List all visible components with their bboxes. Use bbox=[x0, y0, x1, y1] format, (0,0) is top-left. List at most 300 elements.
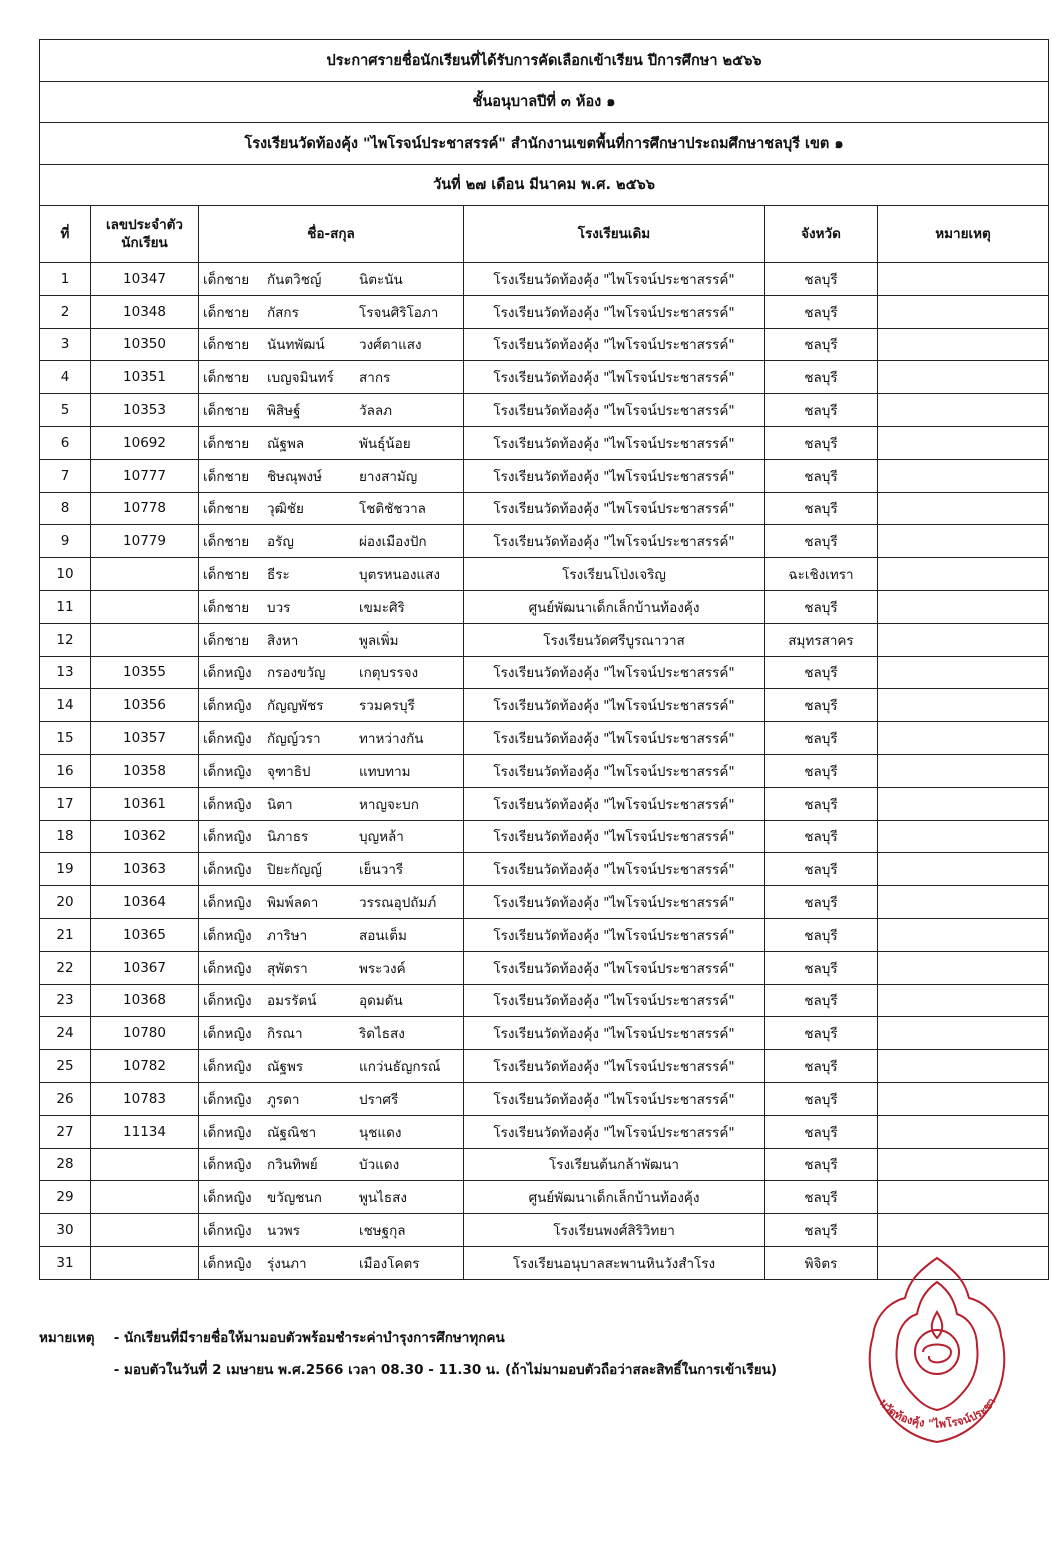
col-header-student-id-line1: เลขประจำตัว bbox=[105, 216, 184, 233]
province: ชลบุรี bbox=[765, 263, 878, 296]
table-row bbox=[40, 459, 1049, 492]
province: ชลบุรี bbox=[765, 951, 878, 984]
student-id: 10353 bbox=[91, 394, 199, 427]
student-id: 10357 bbox=[91, 722, 199, 755]
last-name: สอนเต็ม bbox=[359, 927, 407, 944]
previous-school: โรงเรียนวัดท้องคุ้ง "ไพโรจน์ประชาสรรค์" bbox=[464, 263, 765, 296]
student-name bbox=[199, 492, 464, 525]
first-name: สุพัตรา bbox=[267, 960, 308, 977]
table-row bbox=[40, 558, 1049, 591]
name-prefix: เด็กหญิง bbox=[203, 1124, 252, 1141]
remark bbox=[878, 951, 1049, 984]
last-name: ยางสามัญ bbox=[359, 468, 418, 485]
name-prefix: เด็กหญิง bbox=[203, 1223, 252, 1239]
student-name bbox=[199, 1050, 464, 1083]
row-number: 28 bbox=[40, 1148, 91, 1181]
last-name: สากร bbox=[359, 370, 391, 387]
province: ชลบุรี bbox=[765, 361, 878, 394]
first-name: นวพร bbox=[267, 1223, 300, 1239]
first-name: บวร bbox=[267, 599, 291, 616]
row-number: 20 bbox=[40, 886, 91, 919]
student-id: 10350 bbox=[91, 328, 199, 361]
previous-school: โรงเรียนวัดท้องคุ้ง "ไพโรจน์ประชาสรรค์" bbox=[464, 689, 765, 722]
last-name: พระวงค์ bbox=[359, 960, 406, 977]
note-text-1: - นักเรียนที่มีรายชื่อให้มามอบตัวพร้อมชำระค่าบำรุงการศึกษาทุกคน bbox=[113, 1330, 505, 1346]
province: ชลบุรี bbox=[765, 754, 878, 787]
row-number: 18 bbox=[40, 820, 91, 853]
name-prefix: เด็กหญิง bbox=[203, 993, 252, 1010]
student-name bbox=[199, 1148, 464, 1181]
table-row bbox=[40, 295, 1049, 328]
name-prefix: เด็กหญิง bbox=[203, 698, 252, 715]
name-prefix: เด็กชาย bbox=[203, 403, 250, 420]
seal-icon bbox=[857, 1252, 1017, 1448]
student-name bbox=[199, 787, 464, 820]
remark bbox=[878, 459, 1049, 492]
last-name: เมืองโคตร bbox=[359, 1255, 420, 1272]
announcement-title: ประกาศรายชื่อนักเรียนที่ได้รับการคัดเลือกเข้าเรียน ปีการศึกษา ๒๕๖๖ bbox=[40, 40, 1049, 82]
name-prefix: เด็กหญิง bbox=[203, 1059, 252, 1076]
province: สมุทรสาคร bbox=[765, 623, 878, 656]
province: ชลบุรี bbox=[765, 394, 878, 427]
student-name bbox=[199, 426, 464, 459]
student-name bbox=[199, 853, 464, 886]
last-name: อุดมดัน bbox=[359, 993, 403, 1010]
first-name: ภูรดา bbox=[267, 1091, 300, 1108]
previous-school: โรงเรียนวัดท้องคุ้ง "ไพโรจน์ประชาสรรค์" bbox=[464, 328, 765, 361]
province: ชลบุรี bbox=[765, 295, 878, 328]
name-prefix: เด็กหญิง bbox=[203, 927, 252, 944]
first-name: นิภาธร bbox=[267, 829, 309, 846]
first-name: กัญญ์วรา bbox=[267, 731, 321, 748]
first-name: กิรณา bbox=[267, 1026, 303, 1043]
remark bbox=[878, 1214, 1049, 1247]
province: ชลบุรี bbox=[765, 722, 878, 755]
row-number: 12 bbox=[40, 623, 91, 656]
student-name bbox=[199, 623, 464, 656]
student-name bbox=[199, 1017, 464, 1050]
previous-school: โรงเรียนวัดท้องคุ้ง "ไพโรจน์ประชาสรรค์" bbox=[464, 918, 765, 951]
previous-school: โรงเรียนวัดท้องคุ้ง "ไพโรจน์ประชาสรรค์" bbox=[464, 394, 765, 427]
row-number: 2 bbox=[40, 295, 91, 328]
row-number: 19 bbox=[40, 853, 91, 886]
student-name bbox=[199, 1082, 464, 1115]
name-prefix: เด็กชาย bbox=[203, 501, 250, 518]
previous-school: โรงเรียนวัดท้องคุ้ง "ไพโรจน์ประชาสรรค์" bbox=[464, 459, 765, 492]
first-name: พิมพ์ลดา bbox=[267, 895, 319, 912]
student-id: 10355 bbox=[91, 656, 199, 689]
name-prefix: เด็กหญิง bbox=[203, 796, 252, 813]
remark bbox=[878, 590, 1049, 623]
previous-school: โรงเรียนวัดท้องคุ้ง "ไพโรจน์ประชาสรรค์" bbox=[464, 820, 765, 853]
table-row bbox=[40, 623, 1049, 656]
school-district-line: โรงเรียนวัดท้องคุ้ง "ไพโรจน์ประชาสรรค์" สำนักงานเขตพื้นที่การศึกษาประถมศึกษาชลบุรี เขต ๑ bbox=[40, 123, 1049, 165]
province: ชลบุรี bbox=[765, 590, 878, 623]
remark bbox=[878, 689, 1049, 722]
first-name: จุฑาธิป bbox=[267, 763, 311, 780]
name-prefix: เด็กหญิง bbox=[203, 895, 252, 912]
table-row bbox=[40, 328, 1049, 361]
name-prefix: เด็กหญิง bbox=[203, 862, 252, 879]
first-name: ชิษณุพงษ์ bbox=[267, 468, 322, 485]
last-name: ผ่องเมืองปัก bbox=[359, 534, 427, 551]
first-name: ขวัญชนก bbox=[267, 1190, 322, 1207]
row-number: 15 bbox=[40, 722, 91, 755]
table-row bbox=[40, 1115, 1049, 1148]
name-prefix: เด็กชาย bbox=[203, 304, 250, 321]
first-name: รุ่งนภา bbox=[267, 1255, 307, 1272]
student-id bbox=[91, 590, 199, 623]
student-name bbox=[199, 722, 464, 755]
student-name bbox=[199, 328, 464, 361]
name-prefix: เด็กชาย bbox=[203, 337, 250, 354]
table-row bbox=[40, 426, 1049, 459]
remark bbox=[878, 361, 1049, 394]
row-number: 6 bbox=[40, 426, 91, 459]
remark bbox=[878, 853, 1049, 886]
name-prefix: เด็กหญิง bbox=[203, 829, 252, 846]
previous-school: โรงเรียนต้นกล้าพัฒนา bbox=[464, 1148, 765, 1181]
student-id: 10358 bbox=[91, 754, 199, 787]
province: ชลบุรี bbox=[765, 1115, 878, 1148]
table-header-row bbox=[40, 206, 1049, 263]
student-id bbox=[91, 623, 199, 656]
first-name: นันทพัฒน์ bbox=[267, 337, 325, 354]
table-row bbox=[40, 886, 1049, 919]
remark bbox=[878, 263, 1049, 296]
first-name: ปิยะกัญญ์ bbox=[267, 862, 322, 879]
col-header-name: ชื่อ-สกุล bbox=[199, 206, 464, 263]
student-id bbox=[91, 1214, 199, 1247]
row-number: 4 bbox=[40, 361, 91, 394]
province: ชลบุรี bbox=[765, 853, 878, 886]
first-name: อรัญ bbox=[267, 534, 294, 551]
row-number: 24 bbox=[40, 1017, 91, 1050]
name-prefix: เด็กหญิง bbox=[203, 665, 252, 682]
row-number: 31 bbox=[40, 1246, 91, 1279]
student-id: 10778 bbox=[91, 492, 199, 525]
table-row bbox=[40, 951, 1049, 984]
remark bbox=[878, 754, 1049, 787]
row-number: 26 bbox=[40, 1082, 91, 1115]
first-name: ณัฐณิชา bbox=[267, 1124, 317, 1141]
name-prefix: เด็กชาย bbox=[203, 435, 250, 452]
row-number: 1 bbox=[40, 263, 91, 296]
student-id: 10347 bbox=[91, 263, 199, 296]
student-name bbox=[199, 656, 464, 689]
first-name: วุฒิชัย bbox=[267, 501, 304, 518]
row-number: 30 bbox=[40, 1214, 91, 1247]
student-name bbox=[199, 459, 464, 492]
province: ชลบุรี bbox=[765, 492, 878, 525]
previous-school: โรงเรียนวัดท้องคุ้ง "ไพโรจน์ประชาสรรค์" bbox=[464, 951, 765, 984]
name-prefix: เด็กชาย bbox=[203, 599, 250, 616]
name-prefix: เด็กหญิง bbox=[203, 731, 252, 748]
first-name: ธีระ bbox=[267, 567, 290, 584]
previous-school: โรงเรียนวัดท้องคุ้ง "ไพโรจน์ประชาสรรค์" bbox=[464, 426, 765, 459]
student-name bbox=[199, 689, 464, 722]
table-row bbox=[40, 525, 1049, 558]
first-name: สิงหา bbox=[267, 632, 299, 649]
student-name bbox=[199, 263, 464, 296]
student-name bbox=[199, 754, 464, 787]
province: ฉะเชิงเทรา bbox=[765, 558, 878, 591]
last-name: บุญหล้า bbox=[359, 829, 404, 846]
province: ชลบุรี bbox=[765, 886, 878, 919]
previous-school: โรงเรียนวัดท้องคุ้ง "ไพโรจน์ประชาสรรค์" bbox=[464, 295, 765, 328]
previous-school: โรงเรียนวัดท้องคุ้ง "ไพโรจน์ประชาสรรค์" bbox=[464, 984, 765, 1017]
previous-school: โรงเรียนวัดท้องคุ้ง "ไพโรจน์ประชาสรรค์" bbox=[464, 886, 765, 919]
last-name: นุชแดง bbox=[359, 1124, 402, 1141]
first-name: อมรรัตน์ bbox=[267, 993, 317, 1010]
student-name bbox=[199, 295, 464, 328]
note-text-2: - มอบตัวในวันที่ 2 เมษายน พ.ศ.2566 เวลา 08.30 - 11.30 น. (ถ้าไม่มามอบตัวถือว่าสละสิทธิ์ในการเข้าเรียน) bbox=[113, 1362, 778, 1378]
row-number: 3 bbox=[40, 328, 91, 361]
student-roster-table bbox=[39, 39, 1049, 1280]
student-id bbox=[91, 558, 199, 591]
row-number: 17 bbox=[40, 787, 91, 820]
last-name: รวมครบุรี bbox=[359, 698, 415, 715]
previous-school: โรงเรียนวัดท้องคุ้ง "ไพโรจน์ประชาสรรค์" bbox=[464, 853, 765, 886]
last-name: วรรณอุปถัมภ์ bbox=[359, 895, 437, 912]
table-row bbox=[40, 1082, 1049, 1115]
province: ชลบุรี bbox=[765, 1214, 878, 1247]
student-id: 10367 bbox=[91, 951, 199, 984]
table-row bbox=[40, 787, 1049, 820]
last-name: พูนไธสง bbox=[359, 1190, 407, 1207]
last-name: วงศ์ตาแสง bbox=[359, 337, 422, 354]
first-name: ณัฐพร bbox=[267, 1059, 304, 1076]
previous-school: โรงเรียนวัดท้องคุ้ง "ไพโรจน์ประชาสรรค์" bbox=[464, 722, 765, 755]
student-id: 10361 bbox=[91, 787, 199, 820]
last-name: แกว่นธัญกรณ์ bbox=[359, 1059, 441, 1076]
previous-school: โรงเรียนอนุบาลสะพานหินวังสำโรง bbox=[464, 1246, 765, 1279]
row-number: 21 bbox=[40, 918, 91, 951]
last-name: เย็นวารี bbox=[359, 862, 404, 879]
last-name: ทาหว่างกัน bbox=[359, 731, 424, 748]
name-prefix: เด็กชาย bbox=[203, 632, 250, 649]
student-name bbox=[199, 361, 464, 394]
remark bbox=[878, 295, 1049, 328]
row-number: 27 bbox=[40, 1115, 91, 1148]
remark bbox=[878, 328, 1049, 361]
remark bbox=[878, 1148, 1049, 1181]
province: ชลบุรี bbox=[765, 1181, 878, 1214]
student-name bbox=[199, 951, 464, 984]
table-row bbox=[40, 361, 1049, 394]
table-row bbox=[40, 263, 1049, 296]
last-name: วัลลภ bbox=[359, 403, 393, 420]
col-header-remark: หมายเหตุ bbox=[878, 206, 1049, 263]
remark bbox=[878, 394, 1049, 427]
last-name: บุตรหนองแสง bbox=[359, 567, 440, 584]
previous-school: โรงเรียนโป่งเจริญ bbox=[464, 558, 765, 591]
student-id: 10777 bbox=[91, 459, 199, 492]
remark bbox=[878, 722, 1049, 755]
student-name bbox=[199, 590, 464, 623]
table-row bbox=[40, 689, 1049, 722]
first-name: เบญจมินทร์ bbox=[267, 370, 334, 387]
student-name bbox=[199, 558, 464, 591]
previous-school: โรงเรียนวัดท้องคุ้ง "ไพโรจน์ประชาสรรค์" bbox=[464, 1050, 765, 1083]
province: ชลบุรี bbox=[765, 918, 878, 951]
last-name: บัวแดง bbox=[359, 1157, 400, 1174]
province: ชลบุรี bbox=[765, 459, 878, 492]
announcement-date: วันที่ ๒๗ เดือน มีนาคม พ.ศ. ๒๕๖๖ bbox=[40, 164, 1049, 206]
student-id: 10692 bbox=[91, 426, 199, 459]
table-row bbox=[40, 1148, 1049, 1181]
previous-school: โรงเรียนวัดท้องคุ้ง "ไพโรจน์ประชาสรรค์" bbox=[464, 754, 765, 787]
name-prefix: เด็กชาย bbox=[203, 370, 250, 387]
name-prefix: เด็กหญิง bbox=[203, 1157, 252, 1174]
note-label: หมายเหตุ bbox=[39, 1330, 95, 1346]
last-name: เชษฐกุล bbox=[359, 1223, 406, 1239]
remark bbox=[878, 623, 1049, 656]
student-name bbox=[199, 1246, 464, 1279]
student-id bbox=[91, 1148, 199, 1181]
col-header-prev-school: โรงเรียนเดิม bbox=[464, 206, 765, 263]
name-prefix: เด็กชาย bbox=[203, 468, 250, 485]
remark bbox=[878, 787, 1049, 820]
first-name: กวินทิพย์ bbox=[267, 1157, 318, 1174]
footer-notes bbox=[39, 1322, 839, 1386]
last-name: โชติชัชวาล bbox=[359, 501, 426, 518]
first-name: กัญญพัชร bbox=[267, 698, 324, 715]
table-row bbox=[40, 1214, 1049, 1247]
province: ชลบุรี bbox=[765, 1050, 878, 1083]
row-number: 16 bbox=[40, 754, 91, 787]
remark bbox=[878, 918, 1049, 951]
previous-school: โรงเรียนวัดท้องคุ้ง "ไพโรจน์ประชาสรรค์" bbox=[464, 787, 765, 820]
previous-school: โรงเรียนวัดท้องคุ้ง "ไพโรจน์ประชาสรรค์" bbox=[464, 656, 765, 689]
announcement-sheet bbox=[39, 39, 1048, 1280]
row-number: 23 bbox=[40, 984, 91, 1017]
first-name: กรองขวัญ bbox=[267, 665, 326, 682]
table-row bbox=[40, 1181, 1049, 1214]
first-name: ภาริษา bbox=[267, 927, 308, 944]
student-id bbox=[91, 1246, 199, 1279]
student-name bbox=[199, 1214, 464, 1247]
student-id: 10351 bbox=[91, 361, 199, 394]
row-number: 14 bbox=[40, 689, 91, 722]
table-row bbox=[40, 1017, 1049, 1050]
previous-school: ศูนย์พัฒนาเด็กเล็กบ้านท้องคุ้ง bbox=[464, 590, 765, 623]
row-number: 11 bbox=[40, 590, 91, 623]
previous-school: โรงเรียนวัดท้องคุ้ง "ไพโรจน์ประชาสรรค์" bbox=[464, 361, 765, 394]
table-row bbox=[40, 722, 1049, 755]
note-line-2 bbox=[39, 1354, 839, 1386]
student-name bbox=[199, 394, 464, 427]
previous-school: โรงเรียนพงศ์สิริวิทยา bbox=[464, 1214, 765, 1247]
student-id: 10363 bbox=[91, 853, 199, 886]
province: ชลบุรี bbox=[765, 426, 878, 459]
last-name: เกตุบรรจง bbox=[359, 665, 419, 682]
previous-school: ศูนย์พัฒนาเด็กเล็กบ้านท้องคุ้ง bbox=[464, 1181, 765, 1214]
remark bbox=[878, 656, 1049, 689]
student-id: 10356 bbox=[91, 689, 199, 722]
remark bbox=[878, 1181, 1049, 1214]
col-header-province: จังหวัด bbox=[765, 206, 878, 263]
table-row bbox=[40, 590, 1049, 623]
remark bbox=[878, 1115, 1049, 1148]
remark bbox=[878, 820, 1049, 853]
col-header-student-id-line2: นักเรียน bbox=[121, 235, 168, 251]
province: ชลบุรี bbox=[765, 525, 878, 558]
row-number: 29 bbox=[40, 1181, 91, 1214]
table-row bbox=[40, 1050, 1049, 1083]
first-name: ณัฐพล bbox=[267, 435, 305, 452]
previous-school: โรงเรียนวัดศรีบูรณาวาส bbox=[464, 623, 765, 656]
name-prefix: เด็กหญิง bbox=[203, 1255, 252, 1272]
student-id: 10368 bbox=[91, 984, 199, 1017]
name-prefix: เด็กหญิง bbox=[203, 960, 252, 977]
table-row bbox=[40, 984, 1049, 1017]
table-row bbox=[40, 853, 1049, 886]
previous-school: โรงเรียนวัดท้องคุ้ง "ไพโรจน์ประชาสรรค์" bbox=[464, 1115, 765, 1148]
student-name bbox=[199, 820, 464, 853]
seal-text: นวัดท้องคุ้ง "ไพโรจน์ประชา bbox=[876, 1395, 999, 1431]
col-header-student-id bbox=[91, 206, 199, 263]
table-row bbox=[40, 820, 1049, 853]
last-name: เขมะศิริ bbox=[359, 599, 405, 616]
remark bbox=[878, 525, 1049, 558]
last-name: หาญจะบก bbox=[359, 796, 419, 813]
student-name bbox=[199, 1181, 464, 1214]
row-number: 8 bbox=[40, 492, 91, 525]
first-name: กันตวิชญ์ bbox=[267, 271, 322, 288]
remark bbox=[878, 492, 1049, 525]
name-prefix: เด็กชาย bbox=[203, 567, 250, 584]
student-id: 10782 bbox=[91, 1050, 199, 1083]
last-name: โรจนศิริโอภา bbox=[359, 304, 439, 321]
table-row bbox=[40, 918, 1049, 951]
student-id: 10779 bbox=[91, 525, 199, 558]
province: ชลบุรี bbox=[765, 656, 878, 689]
remark bbox=[878, 558, 1049, 591]
first-name: พิสิษฐ์ bbox=[267, 403, 301, 420]
previous-school: โรงเรียนวัดท้องคุ้ง "ไพโรจน์ประชาสรรค์" bbox=[464, 525, 765, 558]
name-prefix: เด็กชาย bbox=[203, 271, 250, 288]
student-id: 10362 bbox=[91, 820, 199, 853]
name-prefix: เด็กหญิง bbox=[203, 1026, 252, 1043]
table-row bbox=[40, 394, 1049, 427]
student-id: 10364 bbox=[91, 886, 199, 919]
student-name bbox=[199, 918, 464, 951]
table-row bbox=[40, 656, 1049, 689]
student-id: 10783 bbox=[91, 1082, 199, 1115]
row-number: 25 bbox=[40, 1050, 91, 1083]
col-header-no: ที่ bbox=[40, 206, 91, 263]
student-id bbox=[91, 1181, 199, 1214]
remark bbox=[878, 1017, 1049, 1050]
remark bbox=[878, 1082, 1049, 1115]
last-name: นิตะนัน bbox=[359, 271, 403, 288]
student-name bbox=[199, 886, 464, 919]
previous-school: โรงเรียนวัดท้องคุ้ง "ไพโรจน์ประชาสรรค์" bbox=[464, 492, 765, 525]
remark bbox=[878, 426, 1049, 459]
first-name: กัสกร bbox=[267, 304, 299, 321]
last-name: พันธุ์น้อย bbox=[359, 435, 411, 452]
province: ชลบุรี bbox=[765, 820, 878, 853]
row-number: 13 bbox=[40, 656, 91, 689]
student-name bbox=[199, 984, 464, 1017]
student-id: 10365 bbox=[91, 918, 199, 951]
previous-school: โรงเรียนวัดท้องคุ้ง "ไพโรจน์ประชาสรรค์" bbox=[464, 1017, 765, 1050]
province: ชลบุรี bbox=[765, 1082, 878, 1115]
name-prefix: เด็กหญิง bbox=[203, 1091, 252, 1108]
row-number: 22 bbox=[40, 951, 91, 984]
table-row bbox=[40, 492, 1049, 525]
